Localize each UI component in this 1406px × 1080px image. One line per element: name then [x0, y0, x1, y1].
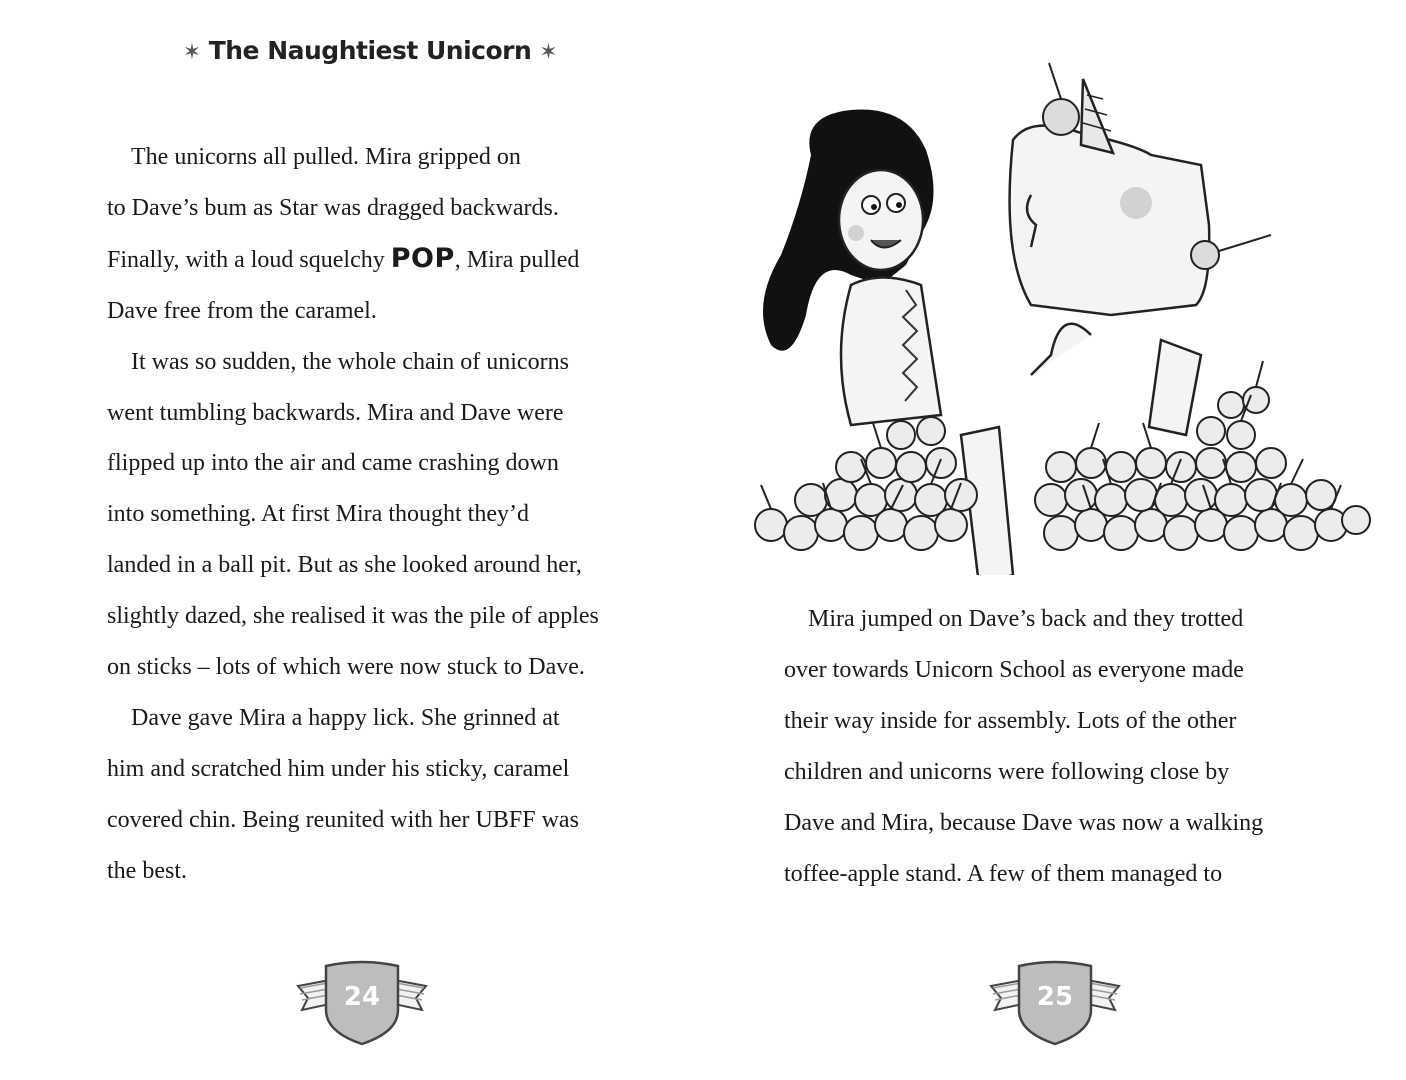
paragraph: It was so sudden, the whole chain of unicorns went tumbling backwards. Mira and Dave were flipped up into the air and came crashing down into something. At first Mira thought they’d landed in a ball pit. But as she looked around her, slightly dazed, she realised it was the pile of apples on sticks – lots of which were now stuck to Dave.	[107, 348, 599, 681]
right-page	[703, 0, 1406, 1080]
unicorn-illustration	[1010, 63, 1271, 435]
illustration-mira-dave-apples	[731, 55, 1371, 575]
star-icon: ✶	[539, 40, 558, 65]
paragraph: The unicorns all pulled. Mira gripped on to Dave’s bum as Star was dragged backwards. Finally, with a loud squelchy POP, Mira pulled Dave free from the caramel.	[107, 144, 580, 324]
left-page-text	[107, 132, 667, 897]
right-page-text	[784, 594, 1344, 899]
book-title: The Naughtiest Unicorn	[208, 36, 532, 65]
running-head	[0, 36, 740, 65]
page-number: 24	[343, 982, 381, 1012]
page-number: 25	[1036, 982, 1074, 1012]
page-number-badge	[985, 958, 1125, 1048]
paragraph: Dave gave Mira a happy lick. She grinned at him and scratched him under his sticky, caramel covered chin. Being reunited with her UBFF was the best.	[107, 704, 579, 884]
page-number-badge	[292, 958, 432, 1048]
paragraph: Mira jumped on Dave’s back and they trotted over towards Unicorn School as everyone made their way inside for assembly. Lots of the other children and unicorns were following close by Dave and Mira, because Dave was now a walking toffee-apple stand. A few of them managed to	[784, 606, 1264, 887]
star-icon: ✶	[182, 40, 201, 65]
pop-sound-effect: POP	[390, 242, 455, 274]
